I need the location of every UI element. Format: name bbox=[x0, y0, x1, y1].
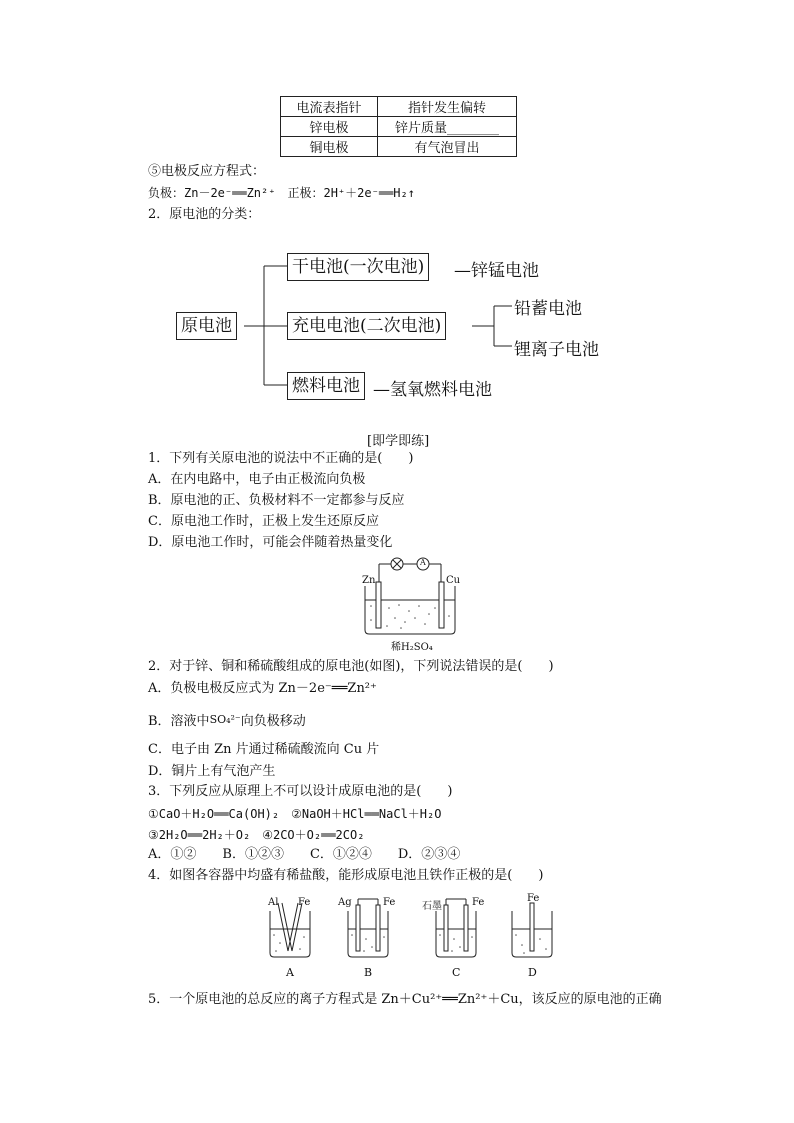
electrode-equation: 负极：Zn－2e⁻══Zn²⁺ 正极：2H⁺＋2e⁻══H₂↑ bbox=[148, 186, 415, 200]
table-cell: 铜电极 bbox=[281, 137, 378, 157]
q1-option-c: C．原电池工作时，正极上发生还原反应 bbox=[148, 514, 379, 529]
table-cell: 有气泡冒出 bbox=[378, 137, 517, 157]
q2-option-b bbox=[148, 712, 306, 730]
q3-stem: 3．下列反应从原理上不可以设计成原电池的是( ) bbox=[148, 784, 453, 799]
cell-b-letter: B bbox=[364, 966, 373, 979]
q2-option-d: D．铜片上有气泡产生 bbox=[148, 764, 276, 779]
tree-root: 原电池 bbox=[176, 312, 237, 340]
electrode-title: ⑤电极反应方程式： bbox=[148, 164, 266, 179]
cell-a-letter: A bbox=[286, 966, 294, 979]
cell-d-letter: D bbox=[528, 966, 537, 979]
table-cell: 指针发生偏转 bbox=[378, 97, 517, 117]
q1-stem: 1．下列有关原电池的说法中不正确的是( ) bbox=[148, 451, 414, 466]
table-cell: 电流表指针 bbox=[281, 97, 378, 117]
practice-title: [即学即练] bbox=[367, 434, 430, 449]
q1-option-d: D．原电池工作时，可能会伴随着热量变化 bbox=[148, 535, 393, 550]
tree-branch-fuel-cell: 燃料电池 bbox=[287, 372, 365, 400]
cell-d-right-label: Fe bbox=[527, 893, 540, 904]
q2-option-b-prefix: B．溶液中 bbox=[148, 714, 210, 729]
cell-c-left-label: 石墨 bbox=[422, 901, 442, 912]
q3-reactions-2: ③2H₂O══2H₂＋O₂ ④2CO＋O₂══2CO₂ bbox=[148, 828, 365, 842]
q1-option-a: A．在内电路中，电子由正极流向负极 bbox=[148, 472, 366, 487]
tree-branch-dry-cell: 干电池(一次电池) bbox=[287, 253, 429, 281]
q2-option-c: C．电子由 Zn 片通过稀硫酸流向 Cu 片 bbox=[148, 742, 380, 757]
cell-b-right-label: Fe bbox=[383, 897, 396, 908]
cell-c-letter: C bbox=[452, 966, 461, 979]
tree-connectors bbox=[0, 0, 794, 420]
cell-a-left-label: Al bbox=[268, 897, 279, 908]
cell-c-right-label: Fe bbox=[472, 897, 485, 908]
q4-stem: 4．如图各容器中均盛有稀盐酸，能形成原电池且铁作正极的是( ) bbox=[148, 868, 544, 883]
fig1-solution-label: 稀H₂SO₄ bbox=[391, 642, 433, 653]
q3-reactions-1: ①CaO＋H₂O══Ca(OH)₂ ②NaOH＋HCl══NaCl＋H₂O bbox=[148, 807, 442, 821]
q2-option-b-suffix: 向负极移动 bbox=[240, 714, 306, 729]
q3-options: A．①② B．①②③ C．①②④ D．②③④ bbox=[148, 847, 461, 862]
q2-stem: 2．对于锌、铜和稀硫酸组成的原电池(如图)，下列说法错误的是( ) bbox=[148, 659, 554, 674]
fig1-cu-label: Cu bbox=[446, 575, 461, 586]
q5-stem: 5．一个原电池的总反应的离子方程式是 Zn＋Cu²⁺══Zn²⁺＋Cu，该反应的原电池的正确 bbox=[148, 992, 662, 1007]
fig1-zn-label: Zn bbox=[362, 575, 376, 586]
tree-leaf-lithium-ion: 锂离子电池 bbox=[514, 340, 599, 360]
fig1-ammeter-label: A bbox=[420, 558, 426, 567]
classify-title: 2．原电池的分类： bbox=[148, 207, 261, 222]
table-cell: 锌片质量________ bbox=[378, 117, 517, 137]
cell-a-right-label: Fe bbox=[298, 897, 311, 908]
q1-option-b: B．原电池的正、负极材料不一定都参与反应 bbox=[148, 493, 405, 508]
table-cell: 锌电极 bbox=[281, 117, 378, 137]
tree-leaf-lead-acid: 铅蓄电池 bbox=[514, 299, 582, 319]
tree-leaf-hydrogen-oxygen: —氢氧燃料电池 bbox=[373, 380, 492, 400]
tree-leaf-zinc-manganese: —锌锰电池 bbox=[454, 261, 539, 281]
tree-branch-rechargeable: 充电电池(二次电池) bbox=[287, 312, 446, 340]
sulfate-ion: SO₄²⁻ bbox=[209, 713, 241, 726]
cell-b-left-label: Ag bbox=[338, 897, 352, 908]
q2-option-a: A．负极电极反应式为 Zn－2e⁻══Zn²⁺ bbox=[148, 681, 377, 696]
